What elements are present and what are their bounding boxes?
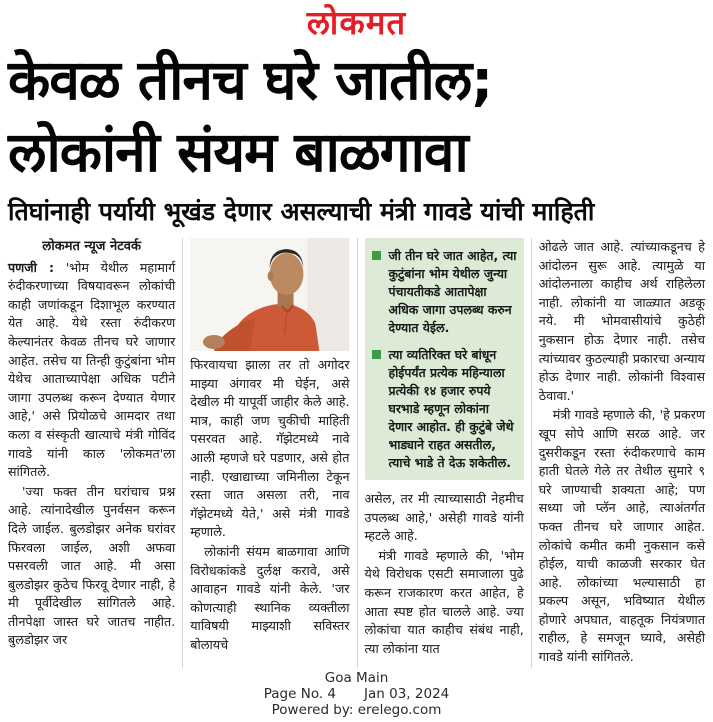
highlight-box — [365, 238, 524, 480]
minister-photo — [190, 238, 349, 351]
col4-paragraph-2: मंत्री गावडे म्हणाले की, 'हे प्रकरण खूप सोपे आणि सरळ आहे. जर दुसरीकडून रस्ता रुंदीकरणाचे काम हाती घेतले गेले तर तेथील सुमारे ९ घरे जाण्याची शक्यता आहे; पण सध्या जो प्लॅन आहे, त्याअंतर्गत फक्त तीनच घरे जाणार आहेत. लोकांचे कमीत कमी नुकसान कसे होईल, याची काळजी सरकार घेत आहे. लोकांच्या भल्यासाठी हा प्रकल्प असून, भविष्यात येथील होणारे अपघात, वाहतूक नियंत्रणात राहील, हे समजून घ्यावे, असेही गावडे यांनी सांगितले. — [538, 407, 705, 665]
edition-name: Goa Main — [324, 669, 389, 686]
headline-line-1: केवळ तीनच घरे जातील; — [8, 48, 493, 112]
dateline: पणजी : — [8, 259, 55, 275]
bullet-square-icon — [372, 251, 381, 260]
powered-by: Powered by: erelego.com — [271, 701, 442, 718]
highlight-bullet-list — [372, 247, 517, 472]
byline: लोकमत न्यूज नेटवर्क — [42, 239, 141, 254]
newspaper-title: लोकमत — [306, 3, 407, 42]
col4-paragraph-1: ओढले जात आहे. त्यांच्याकडूनच हे आंदोलन सुरू आहे. त्यामुळे या आंदोलनाला काहीच अर्थ राहिलेला नाही. लोकांनी या जाळ्यात अडकू नये. मी भोमवासीयांचे कुठेही नुकसान होऊ देणार नाही. तसेच त्यांच्यावर कुठल्याही प्रकारचा अन्याय होऊ देणार नाही. लोकांनी विश्वास ठेवावा.' — [538, 239, 705, 403]
col2-paragraph-1: फिरवायचा झाला तर तो अगोदर माझ्या अंगावर मी घेईन, असे देखील मी यापूर्वी जाहीर केले आहे. मात्र, काही जण चुकीची माहिती पसरवत आहे. गॅझेटमध्ये नावे आली म्हणजे घरे पडणार, असे होत नाही. एखाद्याच्या जमिनीला टेकून रस्ता जात असला तरी, नाव गॅझेटमध्ये येते,' असे मंत्री गावडे म्हणाले. — [190, 357, 350, 540]
column-4 — [531, 238, 705, 668]
column-3 — [357, 238, 531, 668]
col1-paragraph-2: 'ज्या फक्त तीन घरांचाच प्रश्न आहे. त्यांनादेखील पुनर्वसन करून दिले जाईल. बुलडोझर अनेक घरांवर फिरवला जाईल, अशी अफवा पसरवली जात आहे. मी असा बुलडोझर कुठेच फिरवू देणार नाही, हे मी पूर्वीदेखील सांगितले आहे. तीनपेक्षा जास्त घरे जातच नाहीत. बुलडोझर जर — [8, 483, 176, 648]
highlight-bullet-1 — [372, 247, 517, 337]
page-footer — [0, 668, 713, 722]
article-body — [8, 238, 705, 668]
publish-date: Jan 03, 2024 — [364, 685, 450, 702]
highlight-bullet-2 — [372, 346, 517, 472]
headline-line-2: लोकांनी संयम बाळगावा — [8, 120, 468, 184]
column-2 — [182, 238, 356, 668]
main-headline — [0, 42, 713, 188]
col1-paragraph-1 — [8, 259, 175, 482]
masthead — [0, 0, 713, 42]
highlight-bullet-2-text: त्या व्यतिरिक्त घरे बांधून होईपर्यंत प्रत्येक महिन्याला प्रत्येकी १४ हजार रुपये घरभाडे म्हणून लोकांना देणार आहोत. ही कुटुंबे जेथे भाड्याने राहत असतील, त्याचे भाडे ते देऊ शकेतील. — [388, 347, 514, 470]
page-and-date — [0, 686, 713, 702]
col2-paragraph-2: लोकांनी संयम बाळगावा आणि विरोधकांकडे दुर्लक्ष करावे, असे आवाहन गावडे यांनी केले. 'जर कोणत्याही स्थानिक व्यक्तीला याविषयी माझ्याशी सविस्तर बोलायचे — [190, 543, 350, 652]
highlight-bullet-1-text: जी तीन घरे जात आहेत, त्या कुटुंबांना भोम येथील जुन्या पंचायतीकडे आतापेक्षा अधिक जागा उपलब्ध करुन देण्यात येईल. — [388, 248, 517, 335]
column-1 — [8, 238, 182, 668]
col3-paragraph-2: मंत्री गावडे म्हणाले की, 'भोम येथे विरोधक एसटी समाजाला पुढे करून राजकारण करत आहेत, हे आता स्पष्ट होत चालले आहे. ज्या लोकांचा यात काहीच संबंध नाही, त्या लोकांना यात — [364, 547, 524, 656]
col3-paragraph-1: असेल, तर मी त्याच्यासाठी नेहमीच उपलब्ध आहे,' असेही गावडे यांनी म्हटले आहे. — [364, 491, 524, 544]
col1-paragraph-1-text: 'भोम येथील महामार्ग रुंदीकरणाच्या विषयावरून लोकांची काही जणांकडून दिशाभूल करण्यात येत आहे. येथे रस्ता रुंदीकरण केल्यानंतर केवळ तीनच घरे जाणार आहेत. तसेच या तिन्ही कुटुंबांना भोम येथेच आताच्यापेक्षा अधिक पटीने जागा उपलब्ध करून देण्यात येणार आहे,' असे प्रियोळचे आमदार तथा कला व संस्कृती खात्याचे मंत्री गोविंद गावडे यांनी काल 'लोकमत'ला सांगितले. — [8, 259, 176, 480]
bullet-square-icon — [372, 350, 381, 359]
sub-headline: तिघांनाही पर्यायी भूखंड देणार असल्याची मंत्री गावडे यांची माहिती — [8, 197, 595, 226]
page-number: Page No. 4 — [263, 685, 337, 702]
